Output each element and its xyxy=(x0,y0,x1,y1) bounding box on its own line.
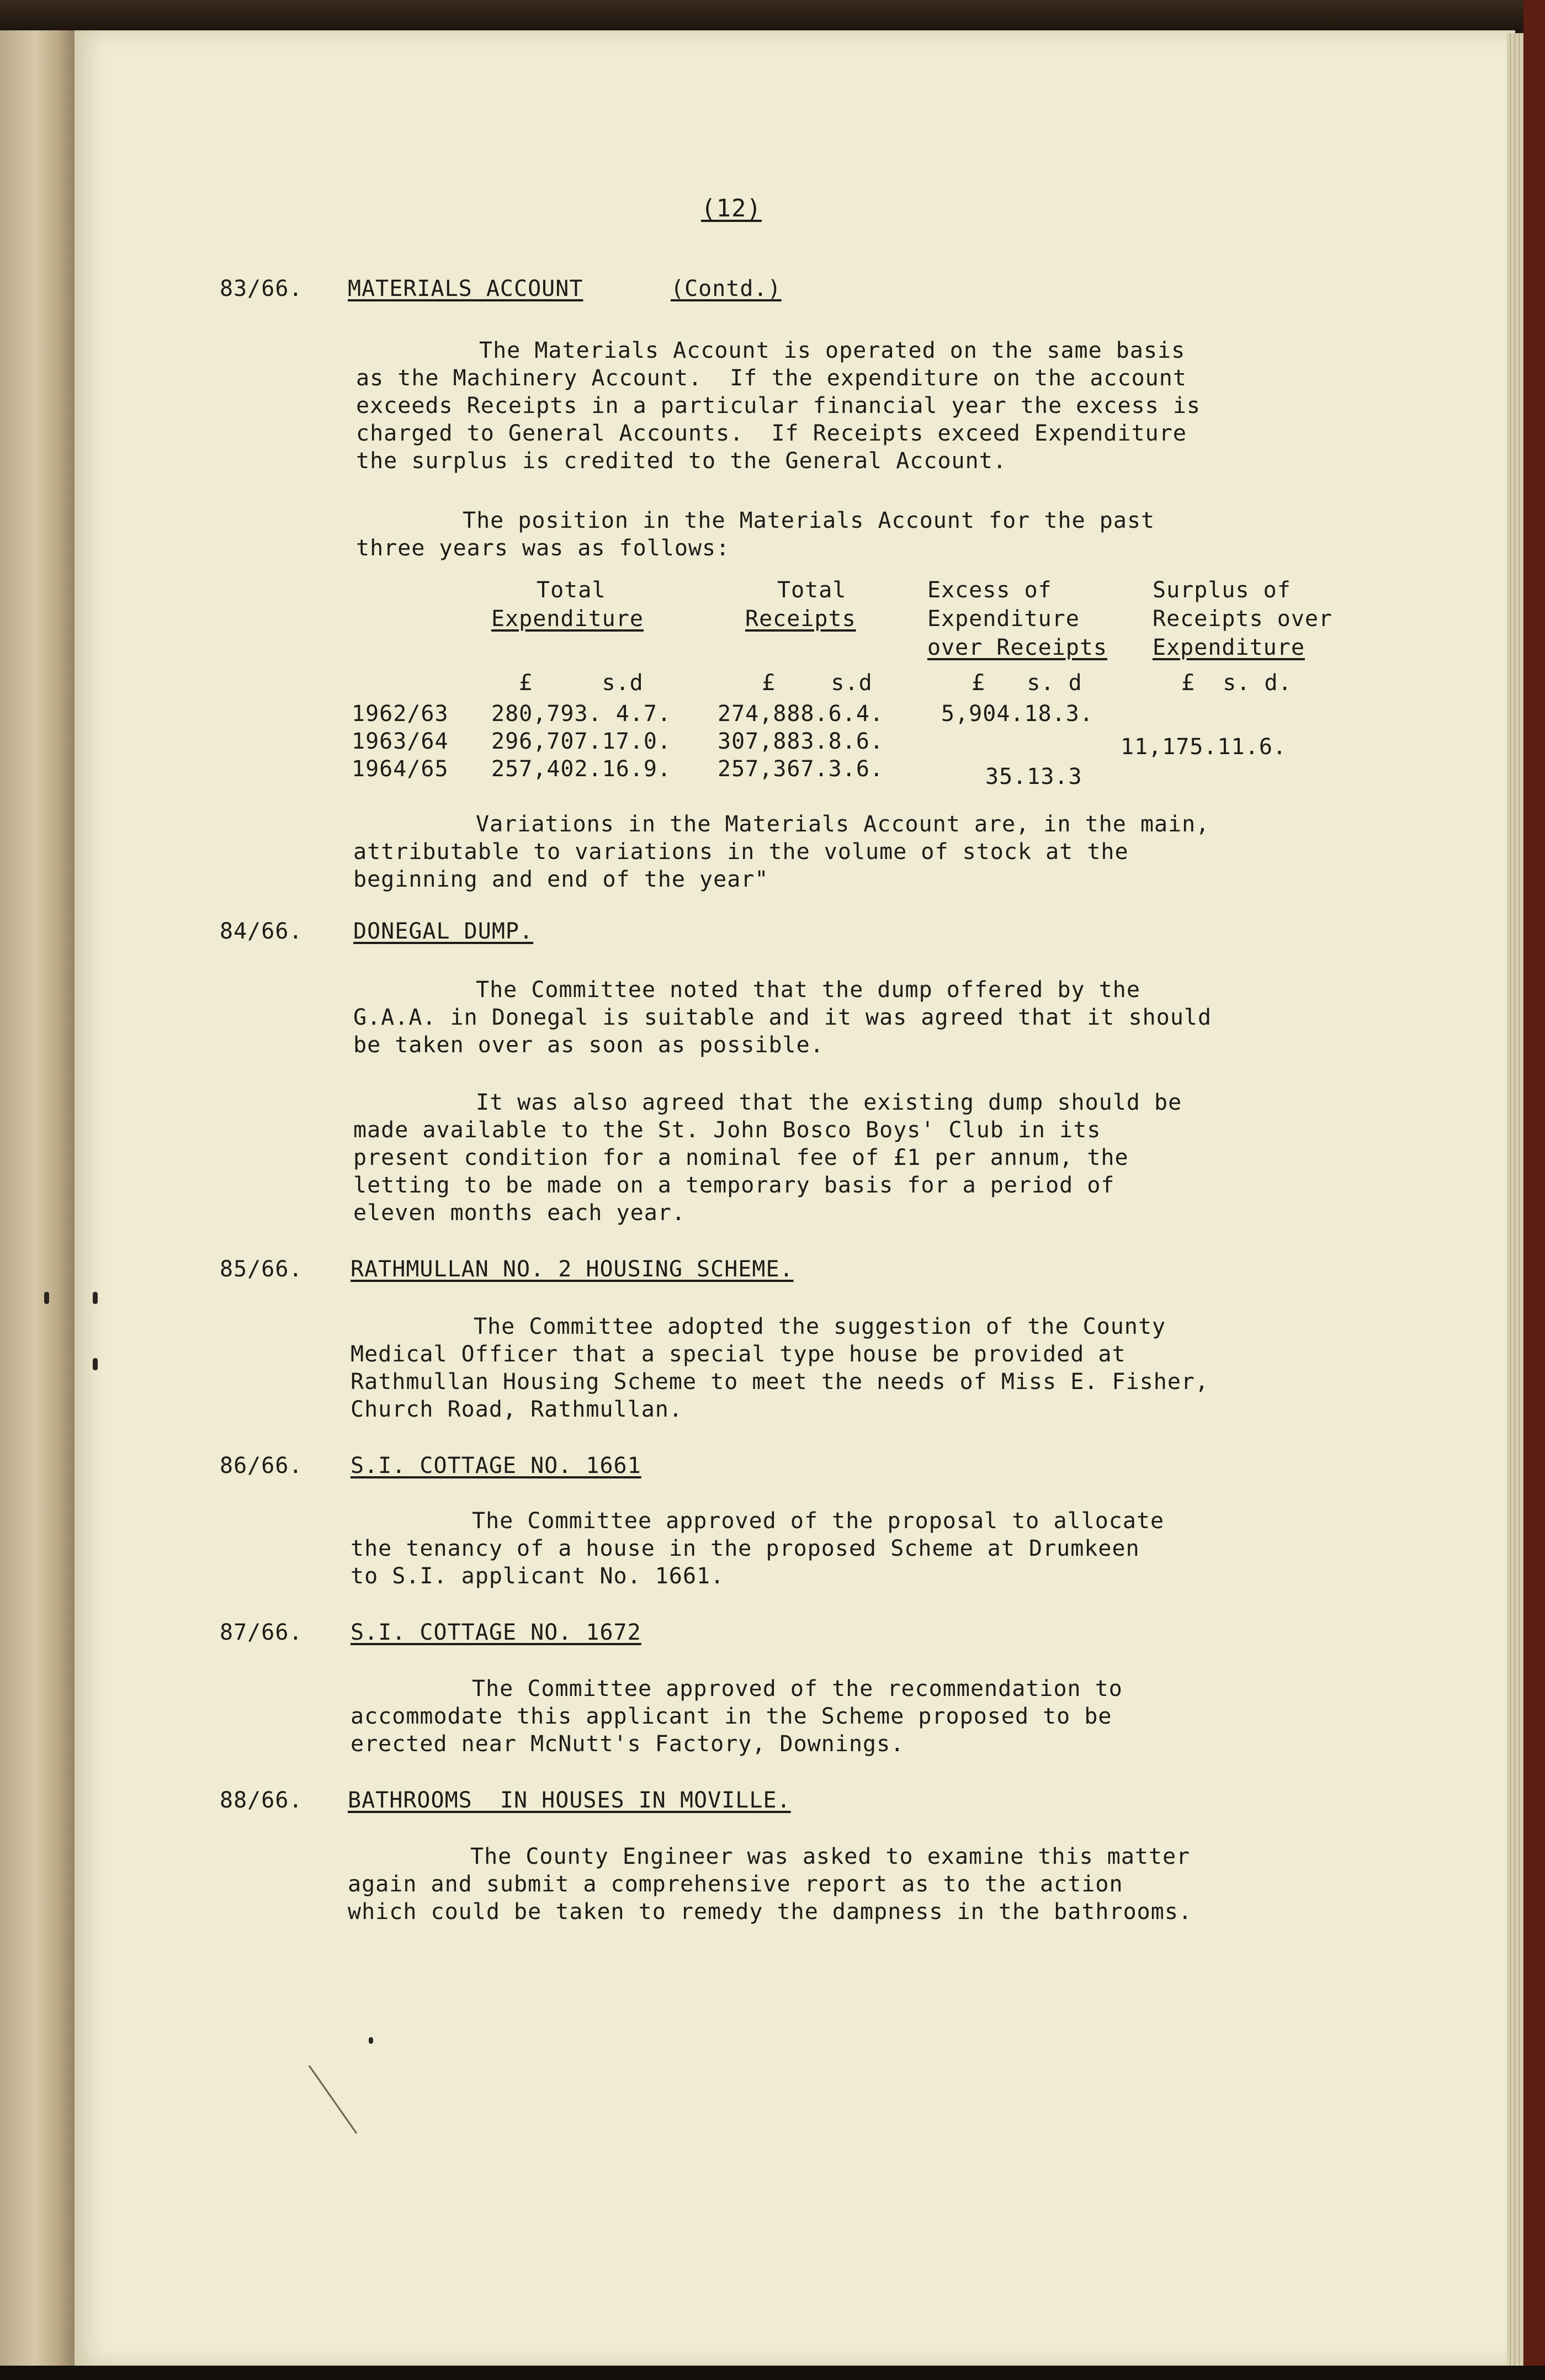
scan-mark xyxy=(44,1292,49,1304)
desk-background-bottom xyxy=(0,2366,1545,2380)
scan-mark xyxy=(369,2037,373,2044)
header-cell: over Receipts xyxy=(927,635,1108,660)
row-expenditure: 296,707.17.0. xyxy=(491,729,672,754)
header-cell: Expenditure xyxy=(491,606,644,632)
paragraph-line: G.A.A. in Donegal is suitable and it was agreed that it should xyxy=(353,1005,1212,1030)
scan-mark xyxy=(93,1292,98,1304)
row-surplus: 11,175.11.6. xyxy=(1121,734,1287,760)
item-heading-rathmullan: RATHMULLAN NO. 2 HOUSING SCHEME. xyxy=(351,1257,794,1282)
paragraph-line: again and submit a comprehensive report as to the action xyxy=(348,1872,1123,1897)
header-cell: Receipts over xyxy=(1153,606,1333,632)
paragraph-line: The Committee adopted the suggestion of the County xyxy=(474,1314,1166,1339)
paragraph-line: present condition for a nominal fee of £1 per annum, the xyxy=(353,1145,1129,1170)
row-receipts: 274,888.6.4. xyxy=(718,701,884,727)
paragraph-line: letting to be made on a temporary basis for a period of xyxy=(353,1173,1115,1198)
header-cell: Expenditure xyxy=(1153,635,1305,660)
item-heading-contd: (Contd.) xyxy=(671,276,782,301)
row-receipts: 307,883.8.6. xyxy=(718,729,884,754)
row-year: 1964/65 xyxy=(352,756,449,782)
paragraph-line: Medical Officer that a special type house be provided at xyxy=(351,1342,1126,1367)
item-heading-materials-account: MATERIALS ACCOUNT xyxy=(348,276,583,301)
paragraph-line: eleven months each year. xyxy=(353,1200,686,1226)
unit-cell: £ s. d. xyxy=(1181,670,1292,696)
paragraph-line: Rathmullan Housing Scheme to meet the needs of Miss E. Fisher, xyxy=(351,1369,1209,1395)
paragraph-line: The Materials Account is operated on the same basis xyxy=(479,338,1186,363)
desk-background-top xyxy=(0,0,1545,33)
paragraph-line: exceeds Receipts in a particular financial year the excess is xyxy=(356,393,1201,418)
scan-mark xyxy=(93,1358,98,1370)
paragraph-line: accommodate this applicant in the Scheme proposed to be xyxy=(351,1704,1112,1729)
page-number: (12) xyxy=(701,194,762,222)
item-heading-cottage-1672: S.I. COTTAGE NO. 1672 xyxy=(351,1620,641,1645)
paragraph-line: the tenancy of a house in the proposed Scheme at Drumkeen xyxy=(351,1536,1140,1561)
item-number-85-66: 85/66. xyxy=(220,1257,303,1282)
row-year: 1963/64 xyxy=(352,729,449,754)
item-heading-cottage-1661: S.I. COTTAGE NO. 1661 xyxy=(351,1453,641,1478)
desk-background-right xyxy=(1523,0,1545,2380)
row-expenditure: 257,402.16.9. xyxy=(491,756,672,782)
paragraph-line: attributable to variations in the volume of stock at the xyxy=(353,839,1129,865)
paragraph-line: Church Road, Rathmullan. xyxy=(351,1397,683,1422)
paragraph-line: which could be taken to remedy the dampness in the bathrooms. xyxy=(348,1899,1193,1925)
paragraph-line: beginning and end of the year" xyxy=(353,867,769,892)
paragraph-line: Variations in the Materials Account are, in the main, xyxy=(476,812,1210,837)
paragraph-line: The Committee noted that the dump offered by the xyxy=(476,977,1140,1003)
row-excess: 5,904.18.3. xyxy=(941,701,1093,727)
header-cell: Excess of xyxy=(927,577,1052,603)
header-cell: Total xyxy=(777,577,847,603)
paragraph-line: be taken over as soon as possible. xyxy=(353,1032,824,1058)
book-gutter xyxy=(0,30,77,2380)
row-excess: 35.13.3 xyxy=(985,764,1082,789)
paragraph-line: to S.I. applicant No. 1661. xyxy=(351,1563,725,1589)
item-heading-bathrooms: BATHROOMS IN HOUSES IN MOVILLE. xyxy=(348,1788,791,1813)
header-cell: Surplus of xyxy=(1153,577,1291,603)
item-heading-donegal-dump: DONEGAL DUMP. xyxy=(353,919,534,944)
paragraph-line: The position in the Materials Account for the past xyxy=(463,508,1155,533)
paragraph-line: The County Engineer was asked to examine this matter xyxy=(470,1844,1191,1869)
paragraph-line: It was also agreed that the existing dump should be xyxy=(476,1090,1182,1115)
paragraph-line: as the Machinery Account. If the expenditure on the account xyxy=(356,365,1187,391)
paragraph-line: made available to the St. John Bosco Boys' Club in its xyxy=(353,1117,1101,1143)
item-number-87-66: 87/66. xyxy=(220,1620,303,1645)
row-year: 1962/63 xyxy=(352,701,449,727)
item-number-83-66: 83/66. xyxy=(220,276,303,301)
unit-cell: £ s.d xyxy=(762,670,873,696)
item-number-88-66: 88/66. xyxy=(220,1788,303,1813)
paragraph-line: The Committee approved of the recommendation to xyxy=(472,1676,1123,1701)
header-cell: Expenditure xyxy=(927,606,1080,632)
unit-cell: £ s. d xyxy=(971,670,1082,696)
paragraph-line: the surplus is credited to the General Account. xyxy=(356,448,1007,474)
paragraph-line: charged to General Accounts. If Receipts exceed Expenditure xyxy=(356,421,1187,446)
paragraph-line: erected near McNutt's Factory, Downings. xyxy=(351,1731,905,1757)
header-cell: Total xyxy=(537,577,606,603)
paragraph-line: three years was as follows: xyxy=(356,536,730,561)
paragraph-line: The Committee approved of the proposal to allocate xyxy=(472,1508,1165,1534)
item-number-86-66: 86/66. xyxy=(220,1453,303,1478)
item-number-84-66: 84/66. xyxy=(220,919,303,944)
row-receipts: 257,367.3.6. xyxy=(718,756,884,782)
unit-cell: £ s.d xyxy=(519,670,644,696)
header-cell: Receipts xyxy=(745,606,856,632)
row-expenditure: 280,793. 4.7. xyxy=(491,701,672,727)
